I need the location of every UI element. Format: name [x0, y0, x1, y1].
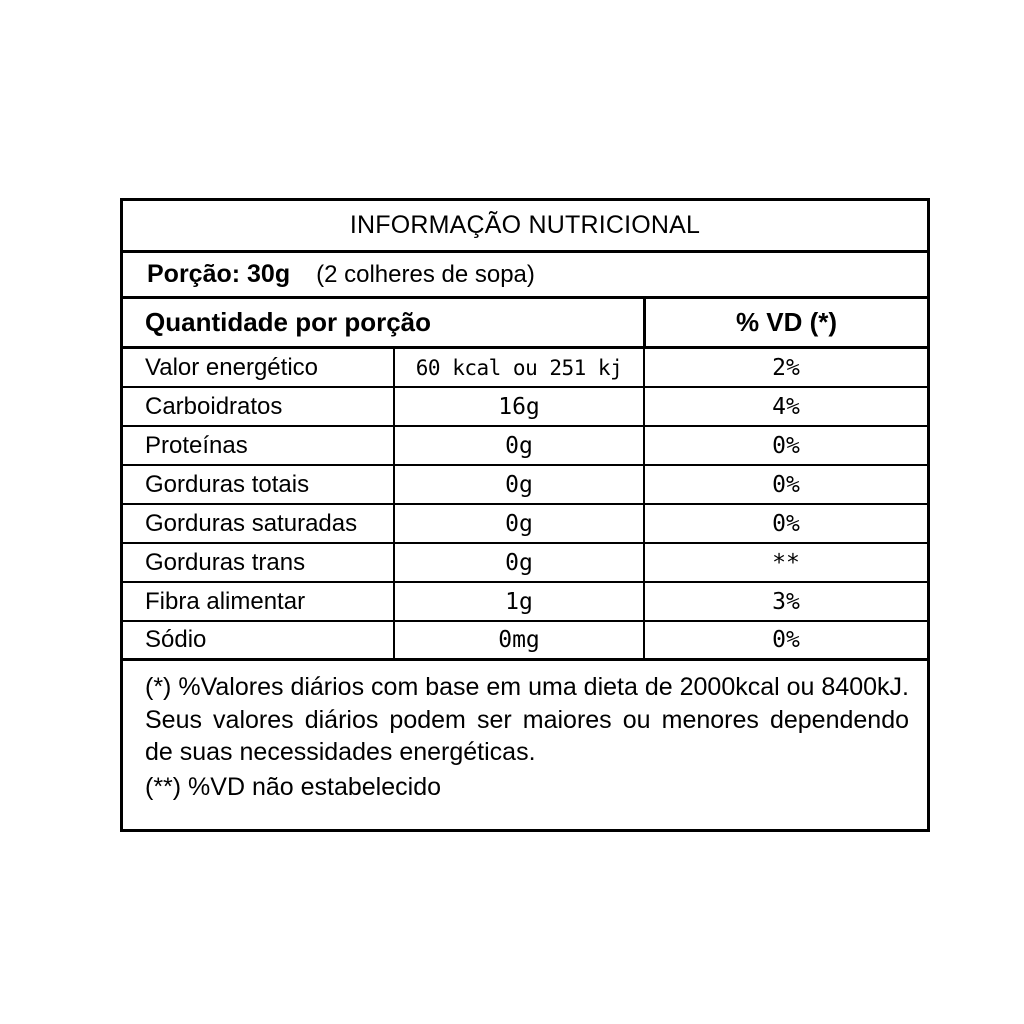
- footnotes: [123, 661, 927, 829]
- table-row: [123, 427, 927, 466]
- table-row: [123, 544, 927, 583]
- nutrient-dv: 0%: [643, 427, 927, 464]
- table-row: [123, 622, 927, 661]
- table-row: [123, 388, 927, 427]
- nutrient-dv: 0%: [643, 466, 927, 503]
- nutrient-name: Sódio: [145, 626, 207, 653]
- header-percent-dv: % VD (*): [643, 299, 927, 346]
- nutrient-name: Gorduras trans: [145, 548, 306, 576]
- header-amount-per-portion: Quantidade por porção: [145, 307, 432, 337]
- nutrient-amount: 0g: [393, 466, 643, 503]
- nutrient-amount: 0g: [393, 427, 643, 464]
- nutrient-dv: **: [643, 544, 927, 581]
- page-title: INFORMAÇÃO NUTRICIONAL: [349, 211, 701, 239]
- table-row: [123, 583, 927, 622]
- nutrient-name: Gorduras totais: [145, 470, 310, 498]
- footnote-not-established: (**) %VD não estabelecido: [145, 772, 441, 801]
- portion-row: [123, 253, 927, 299]
- nutrient-amount: 0g: [393, 505, 643, 542]
- nutrient-dv: 0%: [643, 622, 927, 658]
- nutrient-name: Carboidratos: [145, 392, 283, 420]
- nutrient-amount: 0mg: [393, 622, 643, 658]
- nutrient-amount: 0g: [393, 544, 643, 581]
- nutrient-dv: 2%: [643, 349, 927, 386]
- nutrient-dv: 0%: [643, 505, 927, 542]
- nutrient-name: Gorduras saturadas: [145, 509, 358, 537]
- nutrient-amount: 16g: [393, 388, 643, 425]
- nutrient-name: Valor energético: [145, 353, 318, 381]
- portion-size: Porção: 30g: [147, 260, 291, 288]
- table-row: [123, 505, 927, 544]
- nutrient-name: Proteínas: [145, 431, 248, 459]
- table-title-row: [123, 201, 927, 253]
- footnote-daily-values: (*) %Valores diários com base em uma dieta de 2000kcal ou 8400kJ. Seus valores diários podem ser maiores ou menores dependendo de suas necessidades energéticas.: [145, 673, 909, 766]
- nutrient-dv: 4%: [643, 388, 927, 425]
- nutrient-amount: 60 kcal ou 251 kj: [393, 349, 643, 386]
- table-row: [123, 466, 927, 505]
- table-row: [123, 349, 927, 388]
- portion-household-measure: (2 colheres de sopa): [316, 260, 535, 288]
- nutrient-name: Fibra alimentar: [145, 587, 306, 615]
- column-header-row: [123, 299, 927, 349]
- nutrition-facts-table: [120, 198, 930, 832]
- nutrient-dv: 3%: [643, 583, 927, 620]
- nutrient-amount: 1g: [393, 583, 643, 620]
